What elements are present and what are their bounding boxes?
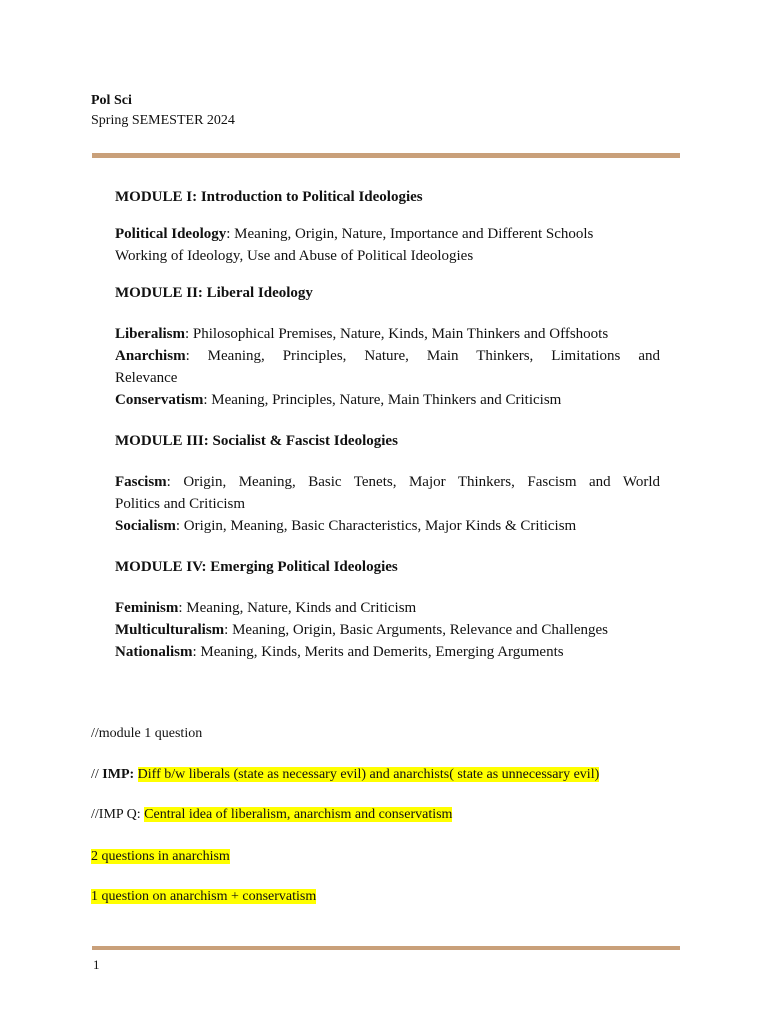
highlighted-note: 1 question on anarchism + conservatism	[91, 889, 317, 904]
module-entry	[115, 345, 660, 389]
note-text: //module 1 question	[91, 726, 203, 741]
entry-continuation: Relevance	[115, 370, 178, 386]
note-line	[91, 889, 316, 905]
module-entry	[115, 515, 660, 537]
entry-text: : Origin, Meaning, Basic Characteristics, Major Kinds & Criticism	[175, 518, 577, 534]
page-number: 1	[93, 957, 100, 972]
top-divider	[92, 153, 680, 158]
note-line	[91, 767, 599, 783]
module-heading: MODULE IV: Emerging Political Ideologies	[115, 559, 398, 575]
highlighted-note: Diff b/w liberals (state as necessary evil) and anarchists( state as unnecessary evil)	[137, 767, 600, 782]
note-important-label: IMP:	[102, 767, 135, 782]
entry-text: : Meaning, Principles, Nature, Main Thinkers, Limitations and	[185, 348, 660, 364]
entry-text: : Meaning, Nature, Kinds and Criticism	[178, 600, 417, 616]
bottom-divider	[92, 946, 680, 950]
highlighted-note: Central idea of liberalism, anarchism and conservatism	[144, 807, 453, 822]
entry-continuation: Working of Ideology, Use and Abuse of Political Ideologies	[115, 248, 474, 264]
highlighted-note: 2 questions in anarchism	[91, 849, 230, 864]
entry-term: Feminism	[115, 600, 179, 616]
entry-text: : Meaning, Origin, Nature, Importance and Different Schools	[226, 226, 594, 242]
entry-term: Fascism	[115, 474, 167, 490]
module-heading: MODULE III: Socialist & Fascist Ideologies	[115, 433, 398, 449]
entry-term: Conservatism	[115, 392, 204, 408]
entry-term: Political Ideology	[115, 226, 227, 242]
note-line	[91, 726, 202, 742]
module-entry	[115, 471, 660, 515]
note-prefix: //IMP Q:	[91, 807, 145, 822]
module-entry	[115, 323, 660, 345]
entry-text: : Meaning, Origin, Basic Arguments, Relevance and Challenges	[224, 622, 608, 638]
document-title: Pol Sci	[91, 93, 132, 108]
module-heading: MODULE II: Liberal Ideology	[115, 285, 313, 301]
module-entry	[115, 619, 660, 641]
module-heading: MODULE I: Introduction to Political Ideologies	[115, 189, 423, 205]
entry-term: Socialism	[115, 518, 176, 534]
document-subtitle: Spring SEMESTER 2024	[91, 113, 235, 128]
entry-continuation: Politics and Criticism	[115, 496, 245, 512]
module-entry	[115, 223, 660, 267]
entry-term: Multiculturalism	[115, 622, 225, 638]
module-entry	[115, 389, 660, 411]
note-line	[91, 849, 230, 865]
entry-term: Nationalism	[115, 644, 193, 660]
entry-text: : Meaning, Kinds, Merits and Demerits, Emerging Arguments	[192, 644, 564, 660]
module-entry	[115, 641, 660, 663]
entry-text: : Meaning, Principles, Nature, Main Thinkers and Criticism	[203, 392, 562, 408]
note-line	[91, 807, 452, 823]
module-entry	[115, 597, 660, 619]
entry-text: : Origin, Meaning, Basic Tenets, Major Thinkers, Fascism and World	[166, 474, 660, 490]
syllabus-section	[115, 186, 660, 663]
note-prefix: //	[91, 767, 103, 782]
entry-term: Anarchism	[115, 348, 186, 364]
entry-term: Liberalism	[115, 326, 185, 342]
entry-text: : Philosophical Premises, Nature, Kinds, Main Thinkers and Offshoots	[185, 326, 609, 342]
